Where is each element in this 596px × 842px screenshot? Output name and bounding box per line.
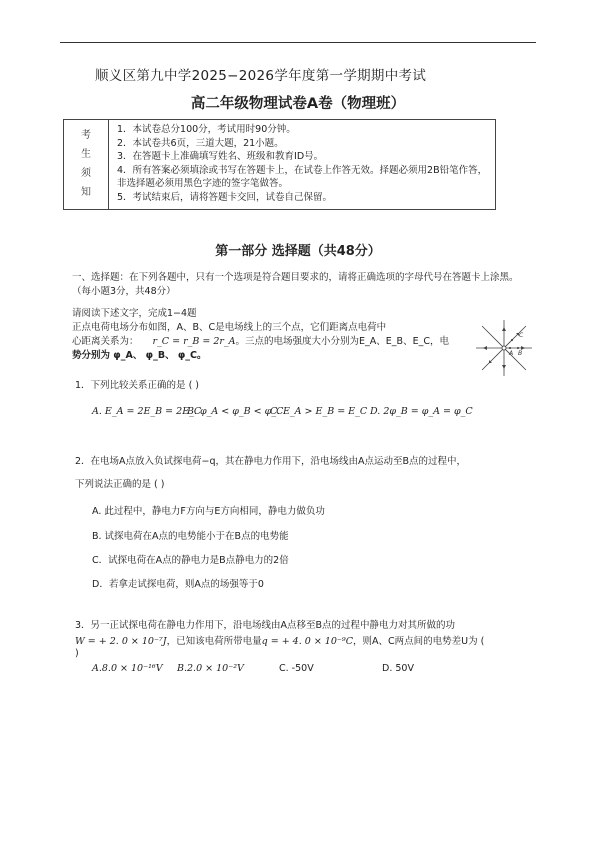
part-title: 第一部分 选择题（共48分） <box>215 244 381 259</box>
charge-formula: q = + 4. 0 × 10⁻⁹C <box>261 636 353 647</box>
field-lines-figure <box>474 318 534 378</box>
option-c: C. -50V <box>279 663 314 674</box>
option-a: A. E_A = 2E_B = 2E_C <box>92 406 202 417</box>
notice-box <box>63 119 496 210</box>
stem-text: ，已知该电荷所带电量 <box>166 636 262 647</box>
option-c: C．试探电荷在A点的静电力是B点静电力的2倍 <box>92 555 289 566</box>
school-title: 顺义区第九中学2025−2026学年度第一学期期中考试 <box>95 68 427 84</box>
label-b: B <box>518 350 523 357</box>
notice-item: 5．考试结束后，请将答题卡交回，试卷自己保留。 <box>117 191 333 203</box>
point-charge <box>502 346 506 350</box>
arrow-icon <box>502 365 506 369</box>
question-2-stem-line: 2．在电场A点放入负试探电荷−q，其在静电力作用下，沿电场线由A点运动至B点的过程中， <box>75 456 467 467</box>
reading-passage <box>72 307 452 363</box>
option-c: C. E_A > E_B = E_C <box>270 406 368 417</box>
reading-line <box>72 335 452 349</box>
header-rule <box>60 42 536 43</box>
option-b: B.2.0 × 10⁻²V <box>177 663 244 674</box>
arrow-icon <box>502 327 506 331</box>
arrow-icon <box>483 346 487 350</box>
section-intro: 一、选择题：在下列各题中，只有一个选项是符合题目要求的，请将正确选项的字母代号在答题卡上涂黑。（每小题3分，共48分） <box>72 272 519 297</box>
notice-label-char: 知 <box>81 187 91 199</box>
notice-items <box>109 120 496 210</box>
point-c <box>511 339 513 341</box>
option-a: A.8.0 × 10⁻¹⁶V <box>92 663 163 674</box>
reading-line: 正点电荷电场分布如图，A、B、C是电场线上的三个点，它们距离点电荷中 <box>72 322 387 333</box>
question-3-stem-line: 3．另一正试探电荷在静电力作用下，沿电场线由A点移至B点的过程中静电力对其所做的功 <box>75 620 456 631</box>
point-a <box>509 347 511 349</box>
point-b <box>517 347 519 349</box>
reading-line: 势分别为 φ_A、 φ_B、 φ_C。 <box>72 350 207 361</box>
notice-label-char: 生 <box>81 149 91 161</box>
work-formula: W = + 2. 0 × 10⁻⁷J <box>75 636 167 647</box>
question-3-stem-line: ) <box>75 648 79 659</box>
question-3-options <box>92 663 512 677</box>
notice-label <box>64 120 109 210</box>
notice-label-char: 须 <box>81 168 91 180</box>
stem-text: ，则A、C两点间的电势差U为 ( <box>352 636 485 647</box>
option-d: D. 2φ_B = φ_A = φ_C <box>370 406 473 417</box>
label-a: A <box>509 350 514 357</box>
option-d: D．若拿走试探电荷，则A点的场强等于0 <box>92 579 264 590</box>
option-a: A. 此过程中，静电力F方向与E方向相同，静电力做负功 <box>92 506 325 517</box>
question-3-stem-line <box>75 633 484 647</box>
label-c: C <box>519 332 524 339</box>
reading-line: 请阅读下述文字，完成1−4题 <box>72 308 197 319</box>
question-2-stem-line: 下列说法正确的是 ( ) <box>75 479 165 490</box>
option-b: B. 试探电荷在A点的电势能小于在B点的电势能 <box>92 531 289 542</box>
question-1-stem: 1．下列比较关系正确的是 ( ) <box>75 380 199 391</box>
distance-formula: r_C = r_B = 2r_A <box>152 336 236 347</box>
notice-label-char: 考 <box>81 130 91 142</box>
notice-item: 2．本试卷共6页，三道大题，21小题。 <box>117 137 284 149</box>
notice-item: 4．所有答案必须填涂或书写在答题卡上，在试卷上作答无效。择题必须用2B铅笔作答，非选择题必须用黑色字迹的签字笔做答。 <box>117 164 488 190</box>
exam-title: 高二年级物理试卷A卷（物理班） <box>190 96 406 112</box>
option-d: D. 50V <box>382 663 414 674</box>
question-1-options <box>92 406 512 420</box>
notice-item: 1．本试卷总分100分，考试用时90分钟。 <box>117 124 296 135</box>
reading-text: 。三点的电场强度大小分别为E_A、E_B、E_C，电 <box>235 336 449 347</box>
notice-item: 3．在答题卡上准确填写姓名、班级和教育ID号。 <box>117 151 324 163</box>
option-b: B. φ_A < φ_B < φ_C <box>187 406 284 417</box>
reading-text: 心距离关系为： <box>72 336 139 347</box>
